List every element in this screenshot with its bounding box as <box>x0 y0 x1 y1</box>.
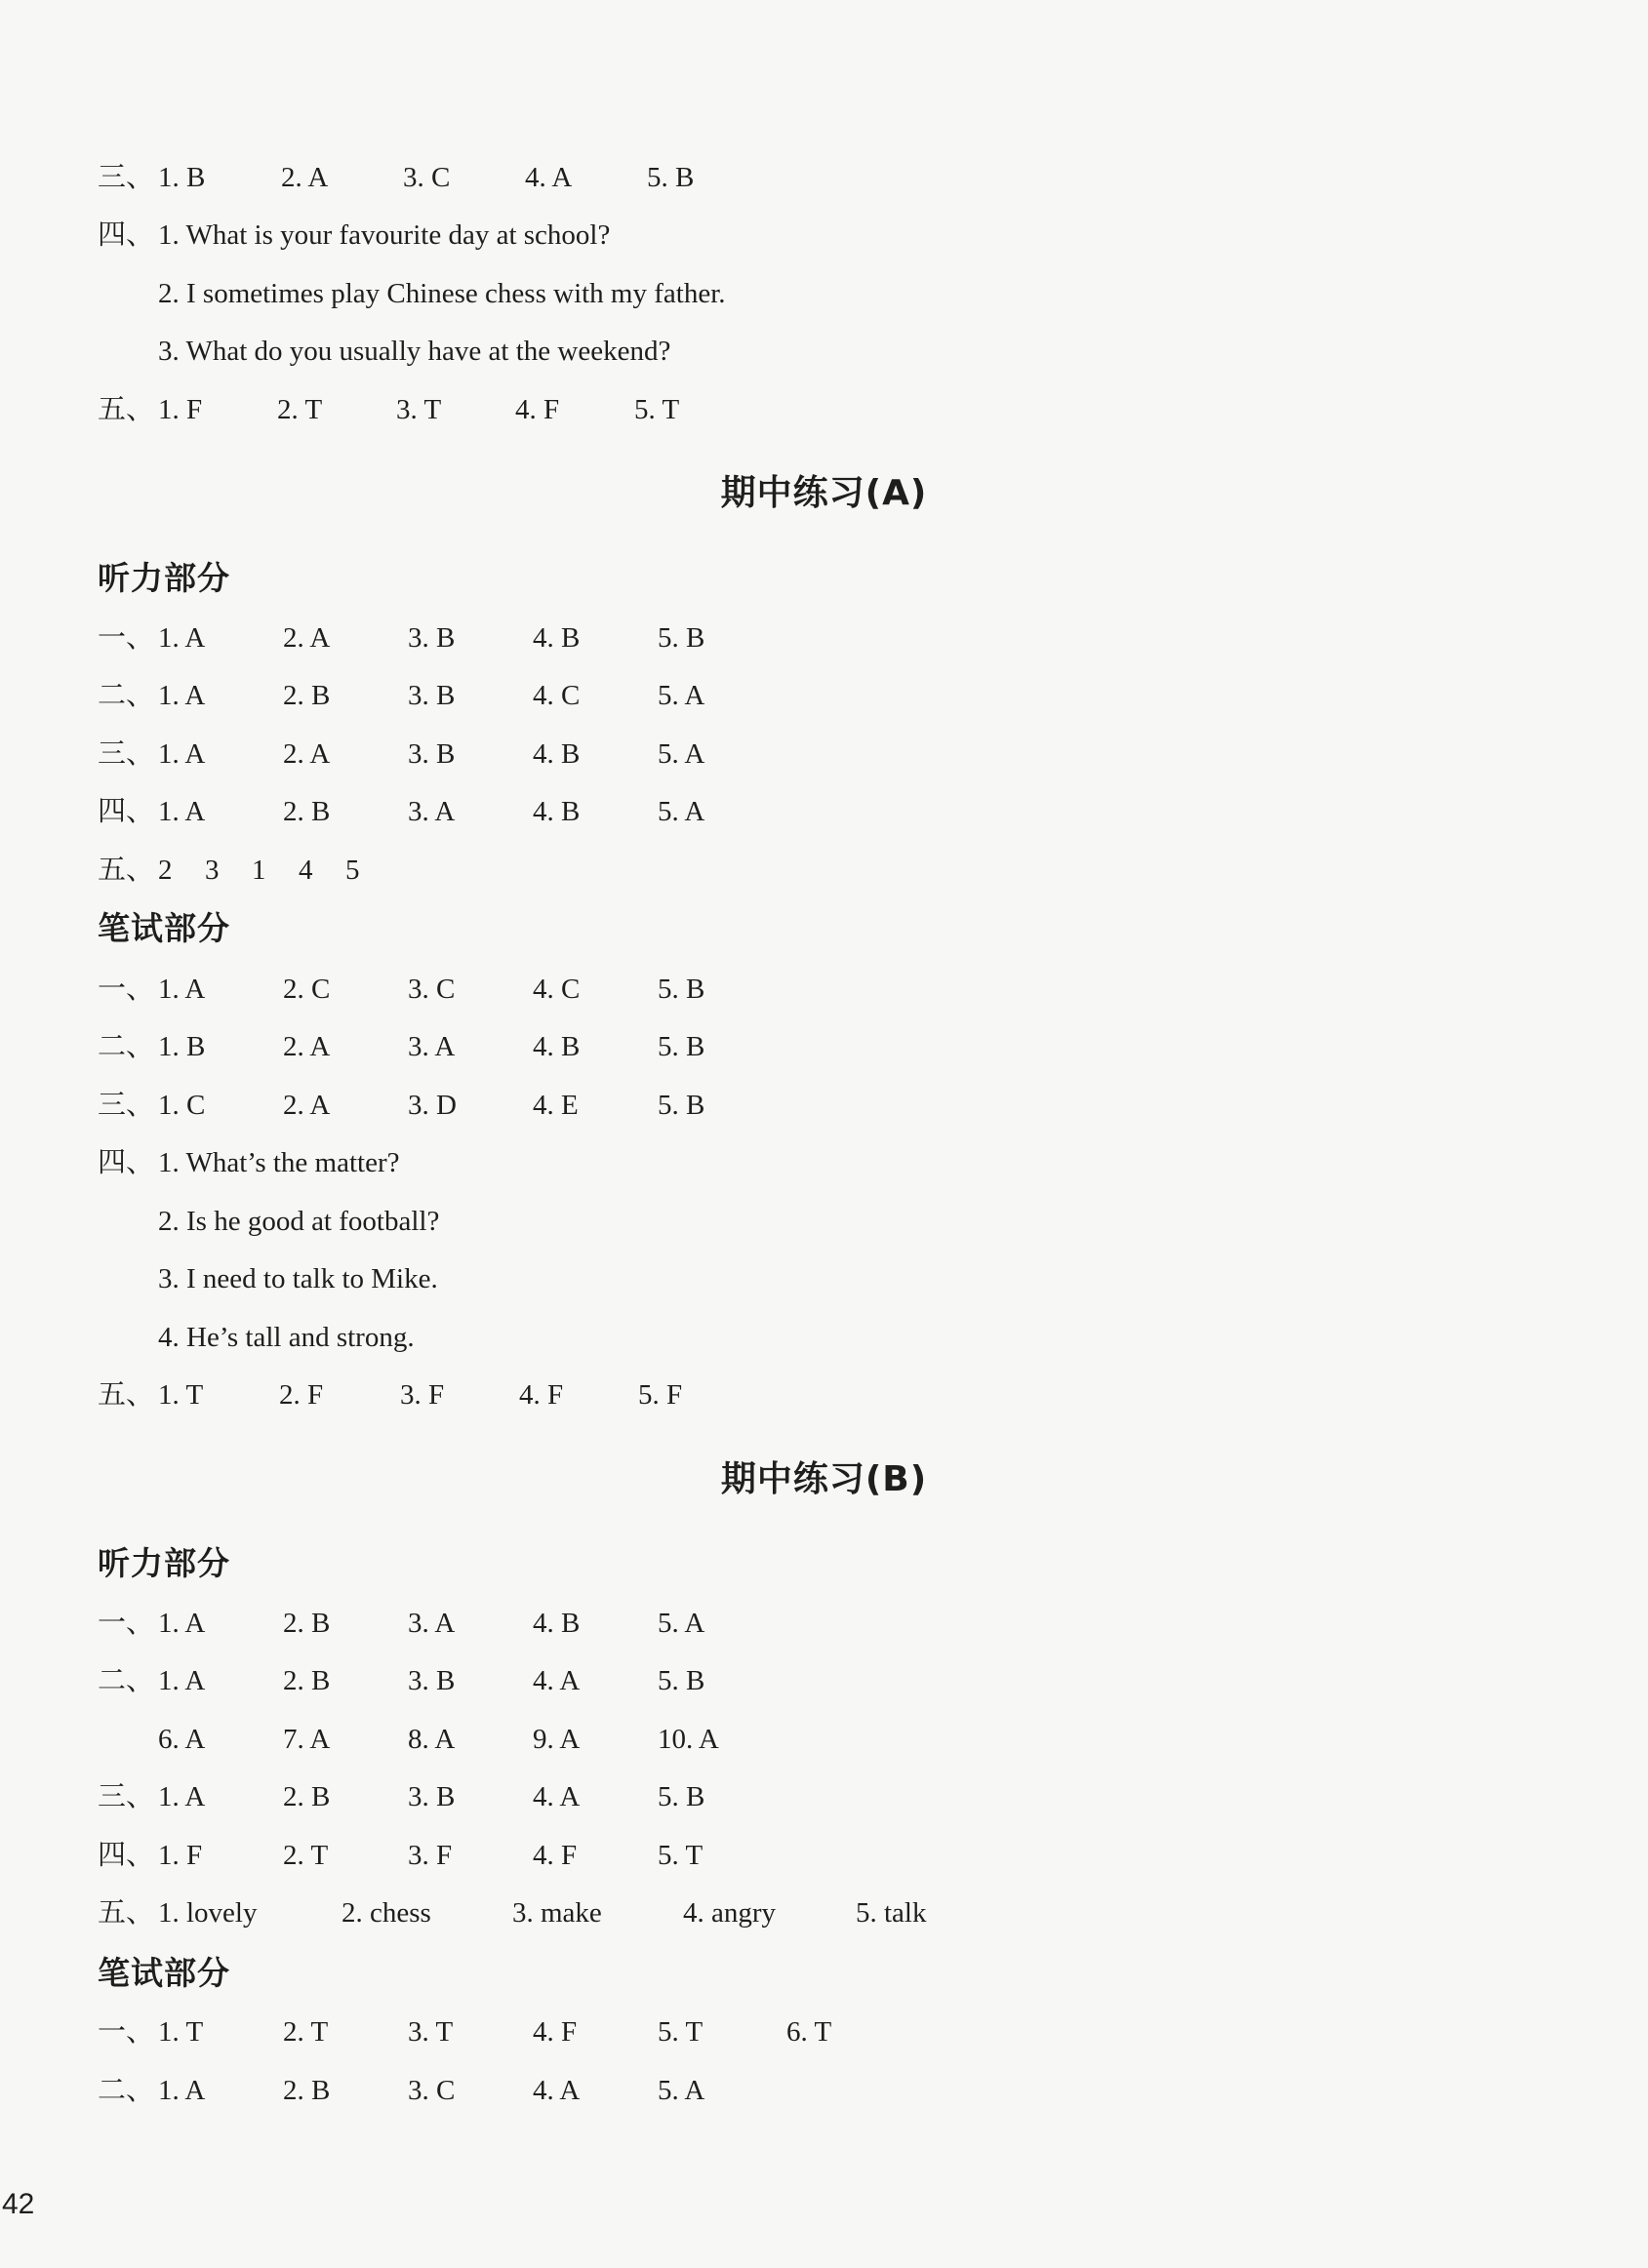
answer-item: 5. B <box>658 1665 705 1696</box>
answer-item: 4. F <box>515 394 560 425</box>
answer-item: 1. A <box>158 680 206 711</box>
answer-item: 3. B <box>408 622 456 654</box>
answer-item: 1. A <box>158 1781 206 1812</box>
answer-item: 3. A <box>408 796 456 827</box>
answer-item: 4. B <box>533 796 581 827</box>
answer-item: 2. T <box>277 394 323 425</box>
answer-item: 2. C <box>283 974 331 1005</box>
section-title-midterm-b: 期中练习(B) <box>720 1459 928 1499</box>
answer-item: 3. D <box>408 1090 457 1121</box>
answer-item: 5. B <box>658 1090 705 1121</box>
row-label: 四、 <box>98 219 155 251</box>
row-label: 五、 <box>98 855 155 886</box>
answer-item: 1. F <box>158 394 203 425</box>
answer-item: 4 <box>299 855 313 886</box>
answer-item: 4. B <box>533 622 581 654</box>
answer-item: 3. A <box>408 1031 456 1062</box>
answer-item: 4. angry <box>683 1897 777 1929</box>
row-label: 四、 <box>98 1840 155 1871</box>
answer-item: 2. T <box>283 2016 329 2048</box>
answer-item: 2. B <box>283 796 331 827</box>
answer-item: 3. B <box>408 1665 456 1696</box>
answer-item: 2. chess <box>342 1897 431 1929</box>
answer-item: 6. T <box>786 2016 832 2048</box>
answer-item: 2. F <box>279 1379 324 1411</box>
answer-sentence: 2. I sometimes play Chinese chess with my father. <box>158 278 726 309</box>
answer-item: 3. B <box>408 1781 456 1812</box>
answer-item: 5. T <box>658 1840 703 1871</box>
row-label: 三、 <box>98 738 155 770</box>
answer-item: 5. A <box>658 1608 705 1639</box>
answer-item: 4. C <box>533 974 581 1005</box>
answer-item: 4. A <box>533 1665 581 1696</box>
row-label: 五、 <box>98 1897 155 1929</box>
answer-item: 1. A <box>158 738 206 770</box>
row-label: 二、 <box>98 1665 155 1696</box>
answer-item: 3. C <box>408 2075 456 2106</box>
answer-item: 2. B <box>283 1665 331 1696</box>
subsection-title-listening-b: 听力部分 <box>98 1544 230 1582</box>
answer-item: 5. talk <box>856 1897 927 1929</box>
subsection-title-written-a: 笔试部分 <box>98 909 230 947</box>
answer-item: 2. B <box>283 2075 331 2106</box>
answer-item: 4. A <box>525 162 573 193</box>
answer-item: 1. T <box>158 1379 204 1411</box>
answer-item: 1. A <box>158 796 206 827</box>
answer-item: 5. T <box>634 394 680 425</box>
answer-item: 5. B <box>658 1781 705 1812</box>
answer-sentence: 1. What is your favourite day at school? <box>158 219 611 251</box>
row-label: 四、 <box>98 1147 155 1178</box>
answer-item: 3. A <box>408 1608 456 1639</box>
answer-item: 1. A <box>158 974 206 1005</box>
section-title-midterm-a: 期中练习(A) <box>720 473 928 513</box>
answer-item: 2. B <box>283 1608 331 1639</box>
answer-item: 3 <box>205 855 220 886</box>
answer-item: 3. C <box>403 162 451 193</box>
answer-item: 3. T <box>408 2016 454 2048</box>
answer-item: 1. lovely <box>158 1897 258 1929</box>
answer-item: 4. A <box>533 1781 581 1812</box>
row-label: 五、 <box>98 1379 155 1411</box>
answer-item: 5. B <box>647 162 695 193</box>
answer-item: 1. B <box>158 162 206 193</box>
row-label: 一、 <box>98 1608 155 1639</box>
answer-item: 3. make <box>512 1897 602 1929</box>
row-label: 三、 <box>98 1781 155 1812</box>
answer-item: 1. F <box>158 1840 203 1871</box>
answer-item: 5. A <box>658 680 705 711</box>
answer-item: 3. B <box>408 738 456 770</box>
answer-item: 10. A <box>658 1724 719 1755</box>
answer-item: 2 <box>158 855 173 886</box>
row-label: 三、 <box>98 1090 155 1121</box>
answer-item: 4. C <box>533 680 581 711</box>
answer-item: 7. A <box>283 1724 331 1755</box>
answer-item: 4. B <box>533 738 581 770</box>
answer-item: 2. A <box>281 162 329 193</box>
answer-item: 2. B <box>283 1781 331 1812</box>
answer-item: 9. A <box>533 1724 581 1755</box>
row-label: 五、 <box>98 394 155 425</box>
answer-item: 3. T <box>396 394 442 425</box>
subsection-title-listening-a: 听力部分 <box>98 559 230 597</box>
row-label: 四、 <box>98 796 155 827</box>
answer-sentence: 4. He’s tall and strong. <box>158 1322 415 1353</box>
answer-item: 1. A <box>158 622 206 654</box>
answer-item: 5. B <box>658 1031 705 1062</box>
answer-item: 5. F <box>638 1379 683 1411</box>
row-label: 二、 <box>98 1031 155 1062</box>
answer-item: 1. B <box>158 1031 206 1062</box>
answer-sentence: 3. I need to talk to Mike. <box>158 1263 438 1294</box>
answer-item: 3. F <box>408 1840 453 1871</box>
answer-item: 4. F <box>519 1379 564 1411</box>
answer-item: 1. A <box>158 1608 206 1639</box>
row-label: 三、 <box>98 162 155 193</box>
row-label: 二、 <box>98 680 155 711</box>
answer-item: 5 <box>345 855 360 886</box>
answer-item: 3. F <box>400 1379 445 1411</box>
answer-item: 3. B <box>408 680 456 711</box>
row-label: 一、 <box>98 2016 155 2048</box>
answer-sentence: 1. What’s the matter? <box>158 1147 400 1178</box>
page-number: 42 <box>2 2188 35 2220</box>
answer-item: 2. A <box>283 1031 331 1062</box>
row-label: 一、 <box>98 974 155 1005</box>
answer-item: 5. A <box>658 2075 705 2106</box>
answer-item: 1. C <box>158 1090 206 1121</box>
answer-item: 1. T <box>158 2016 204 2048</box>
answer-sentence: 2. Is he good at football? <box>158 1206 440 1237</box>
answer-item: 5. A <box>658 738 705 770</box>
answer-item: 4. A <box>533 2075 581 2106</box>
answer-item: 4. B <box>533 1608 581 1639</box>
answer-item: 8. A <box>408 1724 456 1755</box>
answer-item: 5. A <box>658 796 705 827</box>
answer-item: 3. C <box>408 974 456 1005</box>
answer-sentence: 3. What do you usually have at the weekend? <box>158 336 671 367</box>
answer-item: 4. B <box>533 1031 581 1062</box>
answer-item: 2. B <box>283 680 331 711</box>
answer-item: 1. A <box>158 2075 206 2106</box>
answer-item: 2. T <box>283 1840 329 1871</box>
row-label: 一、 <box>98 622 155 654</box>
answer-item: 5. T <box>658 2016 703 2048</box>
answer-item: 1. A <box>158 1665 206 1696</box>
row-label: 二、 <box>98 2075 155 2106</box>
answer-item: 1 <box>252 855 266 886</box>
answer-item: 4. F <box>533 2016 578 2048</box>
answer-item: 4. E <box>533 1090 579 1121</box>
answer-item: 4. F <box>533 1840 578 1871</box>
answer-item: 2. A <box>283 1090 331 1121</box>
answer-item: 2. A <box>283 622 331 654</box>
answer-item: 6. A <box>158 1724 206 1755</box>
subsection-title-written-b: 笔试部分 <box>98 1954 230 1992</box>
answer-item: 2. A <box>283 738 331 770</box>
answer-item: 5. B <box>658 622 705 654</box>
answer-item: 5. B <box>658 974 705 1005</box>
